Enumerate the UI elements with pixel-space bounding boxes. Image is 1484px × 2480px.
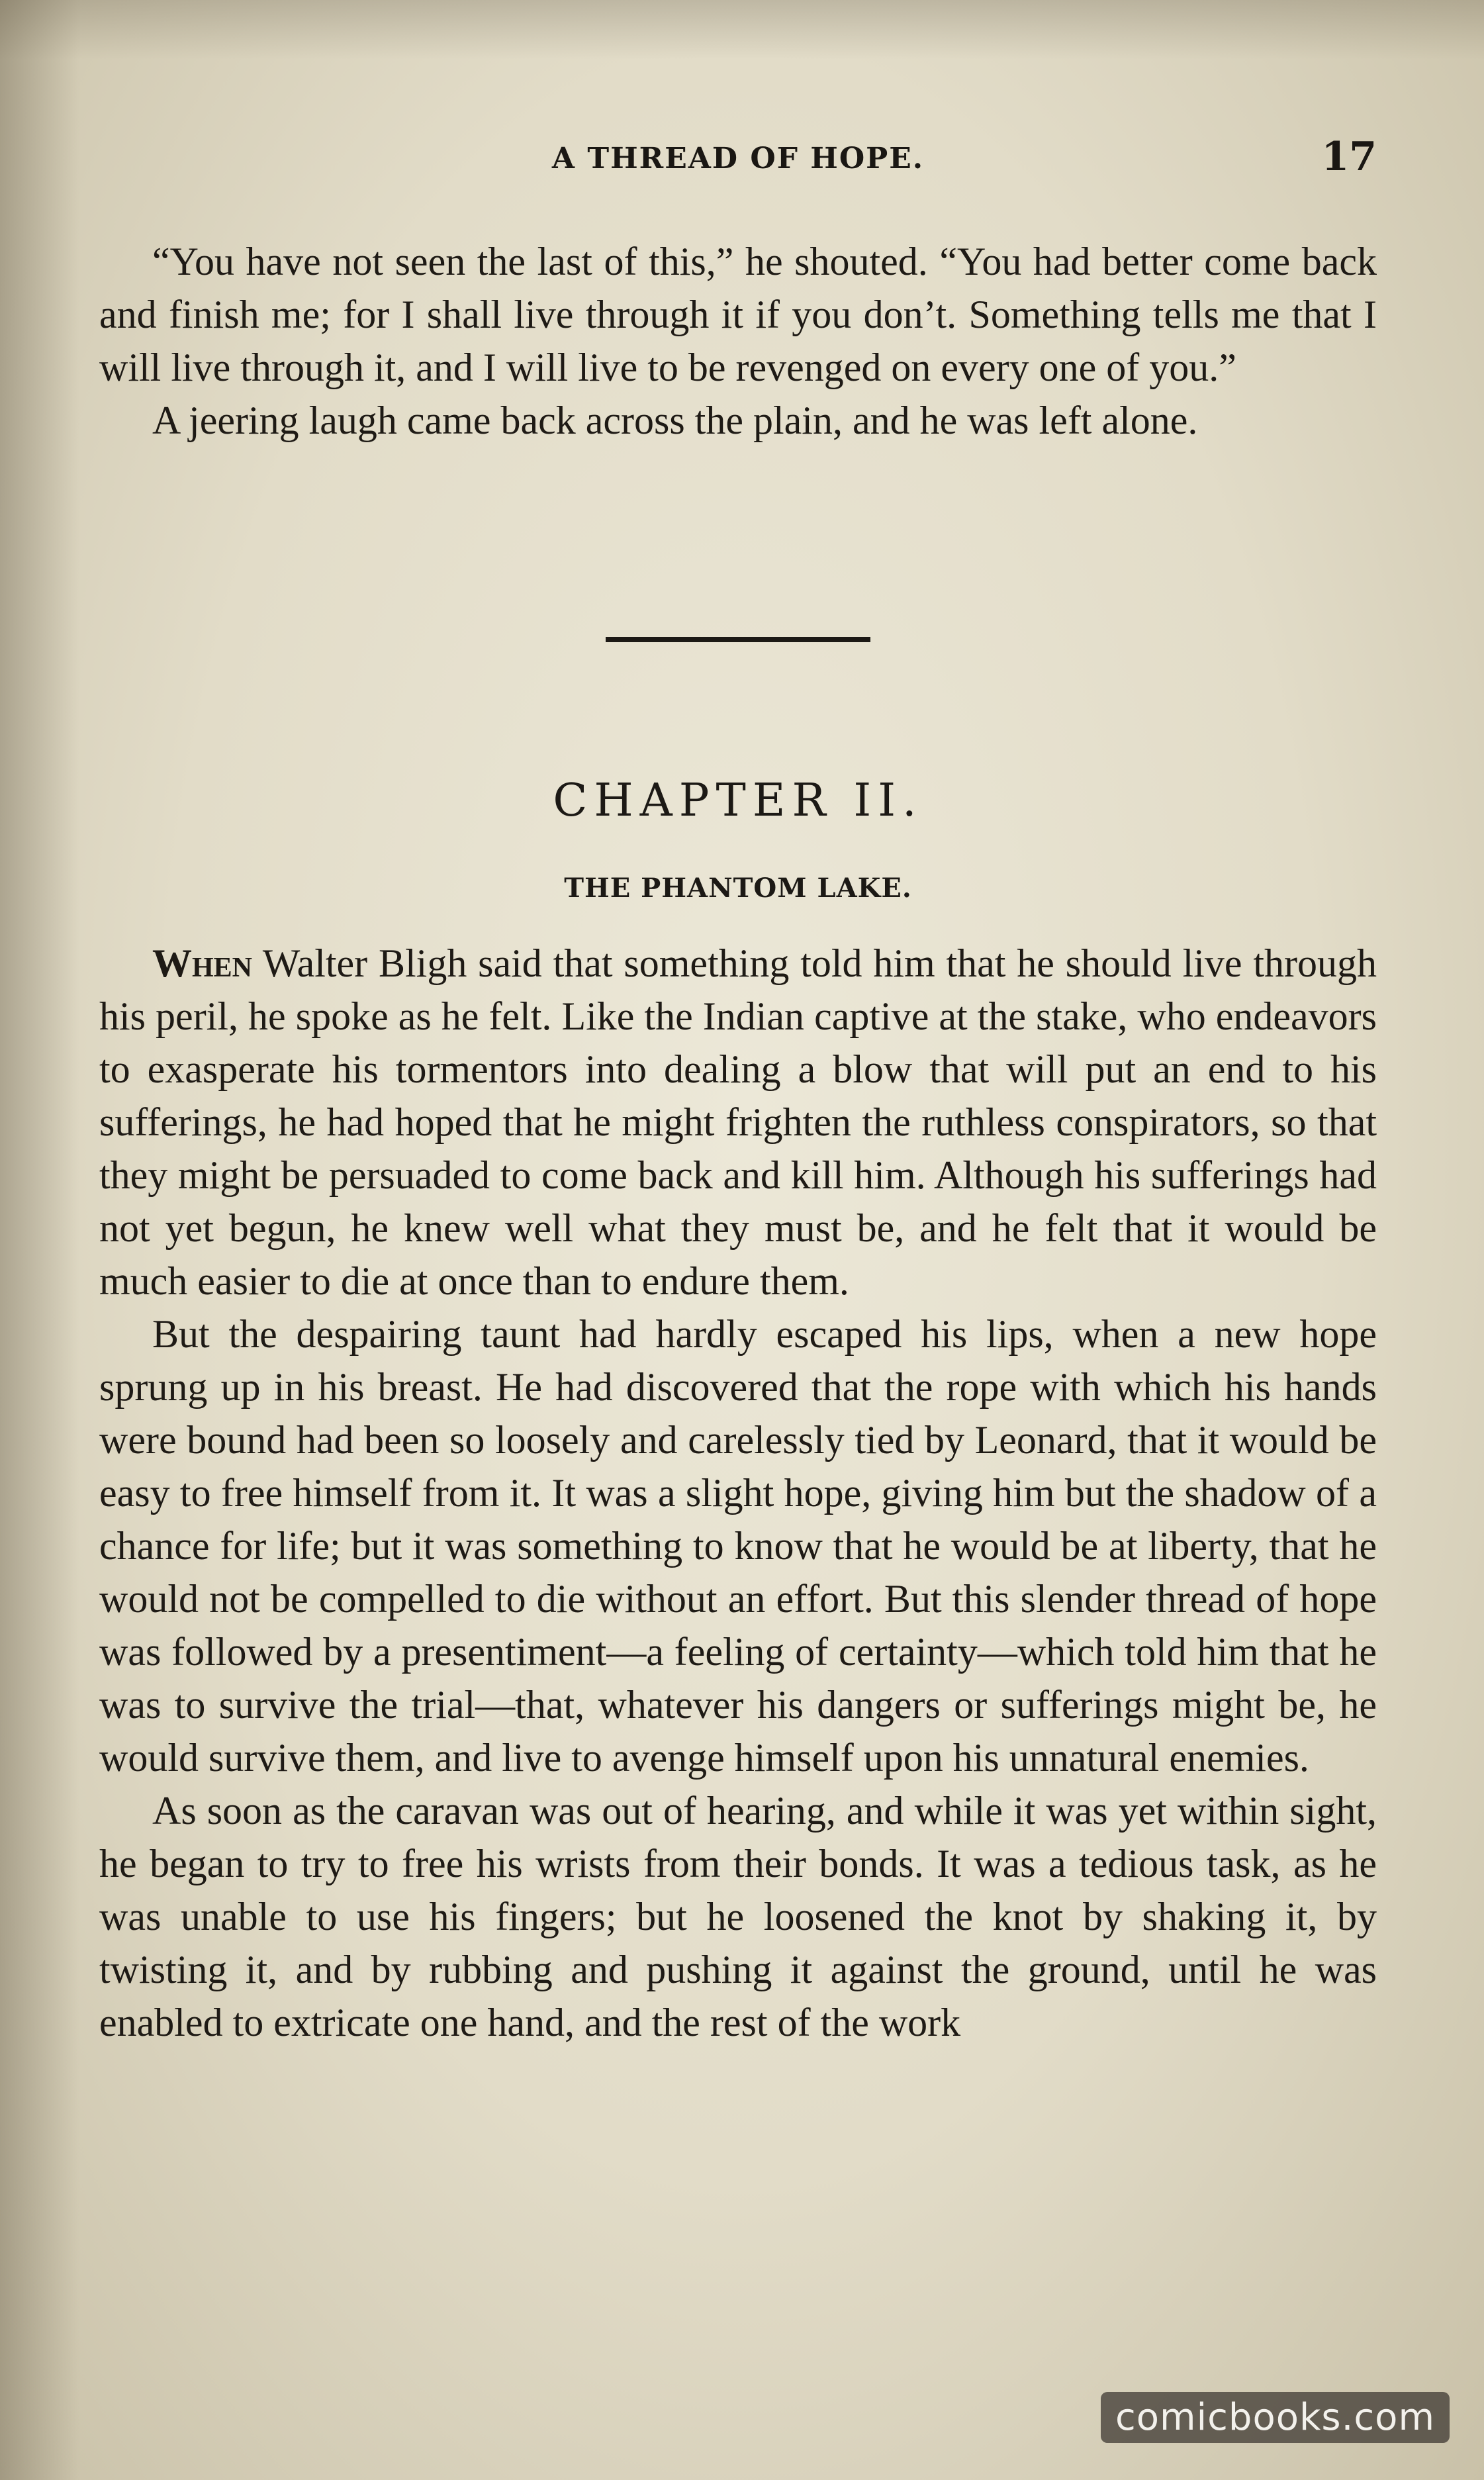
paragraph: As soon as the caravan was out of hearing, and while it was yet within sight, he began to try to free his wrists from their bonds. It was a tedious task, as he was unable to use his fingers; but he loosened the knot by shaking it, by twisting it, and by rubbing and pushing it against the ground, until he was enabled to extricate one hand, and the rest of the work — [99, 1789, 1377, 2044]
paragraph: A jeering laugh came back across the plain, and he was left alone. — [152, 399, 1198, 442]
page-shadow-left — [0, 0, 79, 2480]
chapter-body — [99, 937, 1377, 2049]
page-shadow-top — [0, 0, 1484, 60]
chapter-title: CHAPTER II. — [553, 775, 923, 827]
opening-word: When — [152, 941, 253, 985]
paragraph-text: Walter Bligh said that something told him that he should live through his peril, he spoke as he felt. Like the Indian captive at the stake, who endeavors to exasperate his tormentors into dealing a blow that will put an end to his sufferings, he had hoped that he might frighten the ruthless conspirators, so that they might be persuaded to come back and kill him. Although his sufferings had not yet begun, he knew well what they must be, and he felt that it would be much easier to die at once than to endure them. — [99, 941, 1377, 1303]
opening-text — [99, 235, 1377, 447]
paragraph — [99, 937, 1377, 1308]
site-watermark: comicbooks.com — [1101, 2392, 1450, 2443]
paragraph: “You have not seen the last of this,” he shouted. “You had better come back and finish me; for I shall live through it if you don’t. Something tells me that I will live through it, and I will live to be revenged on every one of you.” — [99, 240, 1377, 389]
page-number: 17 — [1321, 134, 1377, 180]
section-divider — [606, 637, 870, 642]
running-head — [99, 132, 1377, 185]
paragraph: But the despairing taunt had hardly escaped his lips, when a new hope sprung up in his breast. He had discovered that the rope with which his hands were bound had been so loosely and carelessly tied by Leonard, that it would be easy to free himself from it. It was a slight hope, giving him but the shadow of a chance for life; but it was something to know that he would be at liberty, that he would not be compelled to die without an effort. But this slender thread of hope was followed by a presentiment—a feeling of certainty—which told him that he was to survive the trial—that, whatever his dangers or sufferings might be, he would survive them, and live to avenge himself upon his unnatural enemies. — [99, 1312, 1377, 1780]
running-title: A THREAD OF HOPE. — [551, 142, 925, 175]
chapter-subtitle: THE PHANTOM LAKE. — [564, 873, 912, 904]
